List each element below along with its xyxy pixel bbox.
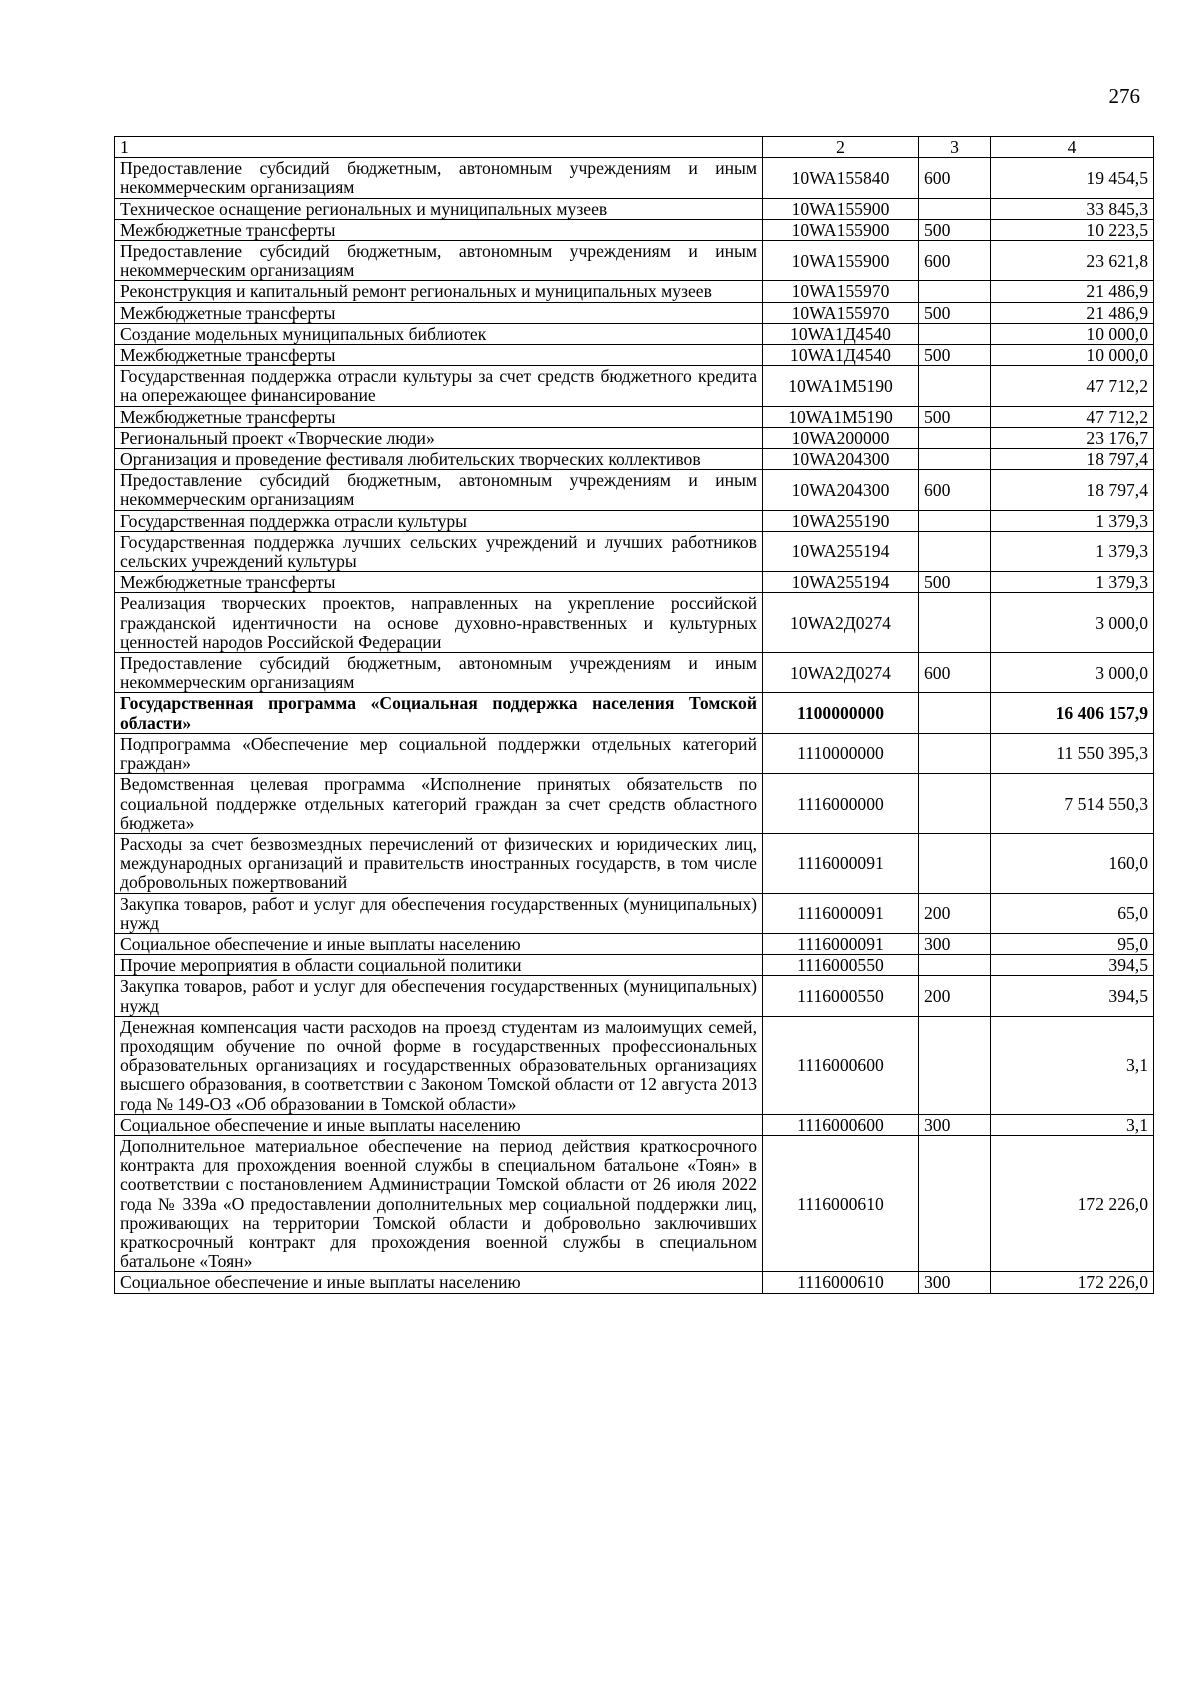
row-code-cell: 10WA155900	[763, 219, 919, 240]
row-type-cell	[919, 427, 991, 448]
row-name-cell: Прочие мероприятия в области социальной политики	[115, 955, 763, 976]
table-row	[115, 158, 1154, 198]
row-type-cell: 600	[919, 470, 991, 510]
table-row	[115, 593, 1154, 653]
row-type-cell	[919, 531, 991, 571]
table-row	[115, 302, 1154, 323]
row-name-cell: Дополнительное материальное обеспечение на период действия краткосрочного контракта для прохождения военной службы в специальном батальоне «Тоян» в соответствии с постановлением Администрации Томской области от 26 июля 2022 года № 339а «О предоставлении дополнительных мер социальной поддержки лиц, проживающих на территории Томской области и добровольно заключивших краткосрочный контракт для прохождения военной службы в специальном батальоне «Тоян»	[115, 1135, 763, 1271]
table-row	[115, 531, 1154, 571]
table-row	[115, 976, 1154, 1016]
row-amount-cell: 10 000,0	[991, 323, 1154, 344]
table-row	[115, 572, 1154, 593]
row-amount-cell: 1 379,3	[991, 572, 1154, 593]
row-name-cell: Межбюджетные трансферты	[115, 219, 763, 240]
row-code-cell: 1116000550	[763, 955, 919, 976]
page-number: 276	[1108, 84, 1140, 108]
row-type-cell	[919, 774, 991, 834]
row-type-cell	[919, 955, 991, 976]
row-type-cell: 500	[919, 219, 991, 240]
row-type-cell: 600	[919, 241, 991, 281]
row-code-cell: 10WA255194	[763, 531, 919, 571]
row-amount-cell: 3 000,0	[991, 593, 1154, 653]
row-name-cell: Расходы за счет безвозмездных перечислений от физических и юридических лиц, международных организаций и правительств иностранных государств, в том числе добровольных пожертвований	[115, 833, 763, 893]
table-row	[115, 833, 1154, 893]
row-amount-cell: 23 621,8	[991, 241, 1154, 281]
row-amount-cell: 10 223,5	[991, 219, 1154, 240]
table-row	[115, 893, 1154, 933]
row-amount-cell: 19 454,5	[991, 158, 1154, 198]
row-amount-cell: 16 406 157,9	[991, 693, 1154, 733]
row-name-cell: Межбюджетные трансферты	[115, 572, 763, 593]
table-row	[115, 955, 1154, 976]
row-type-cell	[919, 833, 991, 893]
row-code-cell: 10WA255190	[763, 510, 919, 531]
row-amount-cell: 3,1	[991, 1114, 1154, 1135]
row-amount-cell: 47 712,2	[991, 366, 1154, 406]
row-amount-cell: 95,0	[991, 933, 1154, 954]
row-type-cell	[919, 323, 991, 344]
row-code-cell: 10WA1M5190	[763, 366, 919, 406]
row-name-cell: Межбюджетные трансферты	[115, 406, 763, 427]
table-row	[115, 933, 1154, 954]
row-name-cell: Межбюджетные трансферты	[115, 302, 763, 323]
table-row	[115, 449, 1154, 470]
row-code-cell: 1116000000	[763, 774, 919, 834]
row-code-cell: 1116000091	[763, 893, 919, 933]
row-code-cell: 10WA155840	[763, 158, 919, 198]
table-row	[115, 510, 1154, 531]
table-row	[115, 219, 1154, 240]
row-amount-cell: 394,5	[991, 976, 1154, 1016]
row-type-cell	[919, 366, 991, 406]
row-name-cell: Реконструкция и капитальный ремонт региональных и муниципальных музеев	[115, 281, 763, 302]
row-name-cell: Реализация творческих проектов, направленных на укрепление российской гражданской идентичности на основе духовно-нравственных и культурных ценностей народов Российской Федерации	[115, 593, 763, 653]
table-row	[115, 1272, 1154, 1293]
row-type-cell: 600	[919, 653, 991, 693]
row-code-cell: 10WA155970	[763, 302, 919, 323]
table-row	[115, 281, 1154, 302]
row-code-cell: 1116000600	[763, 1016, 919, 1114]
row-code-cell: 1116000610	[763, 1272, 919, 1293]
row-type-cell: 200	[919, 976, 991, 1016]
row-name-cell: Предоставление субсидий бюджетным, автономным учреждениям и иным некоммерческим организациям	[115, 158, 763, 198]
row-type-cell: 300	[919, 933, 991, 954]
table-row	[115, 366, 1154, 406]
row-name-cell: Закупка товаров, работ и услуг для обеспечения государственных (муниципальных) нужд	[115, 893, 763, 933]
row-name-cell: Предоставление субсидий бюджетным, автономным учреждениям и иным некоммерческим организациям	[115, 653, 763, 693]
table-row	[115, 345, 1154, 366]
row-amount-cell: 23 176,7	[991, 427, 1154, 448]
row-name-cell: Межбюджетные трансферты	[115, 345, 763, 366]
row-name-cell: Организация и проведение фестиваля любительских творческих коллективов	[115, 449, 763, 470]
row-name-cell: Закупка товаров, работ и услуг для обеспечения государственных (муниципальных) нужд	[115, 976, 763, 1016]
header-col-4: 4	[991, 137, 1154, 158]
row-type-cell	[919, 593, 991, 653]
row-type-cell	[919, 449, 991, 470]
row-name-cell: Государственная поддержка отрасли культуры	[115, 510, 763, 531]
row-amount-cell: 7 514 550,3	[991, 774, 1154, 834]
row-code-cell: 10WA155900	[763, 198, 919, 219]
row-amount-cell: 18 797,4	[991, 449, 1154, 470]
row-amount-cell: 33 845,3	[991, 198, 1154, 219]
row-name-cell: Социальное обеспечение и иные выплаты населению	[115, 1272, 763, 1293]
row-type-cell	[919, 1135, 991, 1271]
row-type-cell: 500	[919, 302, 991, 323]
table-body	[115, 158, 1154, 1293]
row-code-cell: 1110000000	[763, 733, 919, 773]
row-code-cell: 10WA2Д0274	[763, 653, 919, 693]
row-code-cell: 1100000000	[763, 693, 919, 733]
row-amount-cell: 18 797,4	[991, 470, 1154, 510]
table-row	[115, 774, 1154, 834]
row-code-cell: 10WA155970	[763, 281, 919, 302]
row-type-cell: 300	[919, 1272, 991, 1293]
row-type-cell	[919, 733, 991, 773]
row-name-cell: Подпрограмма «Обеспечение мер социальной поддержки отдельных категорий граждан»	[115, 733, 763, 773]
row-type-cell: 500	[919, 345, 991, 366]
row-name-cell: Социальное обеспечение и иные выплаты населению	[115, 1114, 763, 1135]
row-type-cell: 500	[919, 406, 991, 427]
row-name-cell: Региональный проект «Творческие люди»	[115, 427, 763, 448]
row-code-cell: 1116000610	[763, 1135, 919, 1271]
table-row	[115, 1135, 1154, 1271]
row-amount-cell: 394,5	[991, 955, 1154, 976]
row-amount-cell: 10 000,0	[991, 345, 1154, 366]
table-row	[115, 241, 1154, 281]
table-row	[115, 653, 1154, 693]
row-name-cell: Государственная поддержка отрасли культуры за счет средств бюджетного кредита на опережающее финансирование	[115, 366, 763, 406]
row-code-cell: 10WA155900	[763, 241, 919, 281]
table-row	[115, 198, 1154, 219]
row-type-cell	[919, 281, 991, 302]
table-row	[115, 427, 1154, 448]
table-row	[115, 406, 1154, 427]
row-name-cell: Государственная программа «Социальная поддержка населения Томской области»	[115, 693, 763, 733]
row-type-cell	[919, 1016, 991, 1114]
row-amount-cell: 11 550 395,3	[991, 733, 1154, 773]
row-type-cell: 600	[919, 158, 991, 198]
row-type-cell	[919, 693, 991, 733]
row-type-cell	[919, 510, 991, 531]
row-code-cell: 10WA1Д4540	[763, 323, 919, 344]
row-amount-cell: 1 379,3	[991, 531, 1154, 571]
table-row	[115, 1114, 1154, 1135]
row-name-cell: Денежная компенсация части расходов на проезд студентам из малоимущих семей, проходящим обучение по очной форме в государственных профессиональных образовательных организациях и государственных образовательных организациях высшего образования, в соответствии с Законом Томской области от 12 августа 2013 года № 149-ОЗ «Об образовании в Томской области»	[115, 1016, 763, 1114]
table-row	[115, 470, 1154, 510]
row-code-cell: 10WA200000	[763, 427, 919, 448]
table-header-row	[115, 137, 1154, 158]
row-code-cell: 10WA255194	[763, 572, 919, 593]
table-row	[115, 693, 1154, 733]
row-name-cell: Ведомственная целевая программа «Исполнение принятых обязательств по социальной поддержке отдельных категорий граждан за счет средств областного бюджета»	[115, 774, 763, 834]
row-amount-cell: 21 486,9	[991, 281, 1154, 302]
row-name-cell: Государственная поддержка лучших сельских учреждений и лучших работников сельских учреждений культуры	[115, 531, 763, 571]
row-amount-cell: 65,0	[991, 893, 1154, 933]
row-code-cell: 1116000091	[763, 933, 919, 954]
row-name-cell: Техническое оснащение региональных и муниципальных музеев	[115, 198, 763, 219]
budget-table	[114, 136, 1154, 1294]
row-code-cell: 10WA1Д4540	[763, 345, 919, 366]
row-amount-cell: 172 226,0	[991, 1135, 1154, 1271]
table-row	[115, 1016, 1154, 1114]
row-amount-cell: 3,1	[991, 1016, 1154, 1114]
row-type-cell: 500	[919, 572, 991, 593]
row-code-cell: 1116000091	[763, 833, 919, 893]
header-col-2: 2	[763, 137, 919, 158]
row-code-cell: 10WA204300	[763, 449, 919, 470]
header-col-1: 1	[115, 137, 763, 158]
table-row	[115, 323, 1154, 344]
row-code-cell: 10WA2Д0274	[763, 593, 919, 653]
row-code-cell: 1116000550	[763, 976, 919, 1016]
row-amount-cell: 21 486,9	[991, 302, 1154, 323]
row-amount-cell: 47 712,2	[991, 406, 1154, 427]
row-name-cell: Создание модельных муниципальных библиотек	[115, 323, 763, 344]
row-code-cell: 10WA1M5190	[763, 406, 919, 427]
row-amount-cell: 3 000,0	[991, 653, 1154, 693]
row-amount-cell: 160,0	[991, 833, 1154, 893]
row-amount-cell: 172 226,0	[991, 1272, 1154, 1293]
row-code-cell: 10WA204300	[763, 470, 919, 510]
row-type-cell: 300	[919, 1114, 991, 1135]
row-type-cell	[919, 198, 991, 219]
row-type-cell: 200	[919, 893, 991, 933]
header-col-3: 3	[919, 137, 991, 158]
row-name-cell: Предоставление субсидий бюджетным, автономным учреждениям и иным некоммерческим организациям	[115, 241, 763, 281]
row-name-cell: Социальное обеспечение и иные выплаты населению	[115, 933, 763, 954]
row-code-cell: 1116000600	[763, 1114, 919, 1135]
row-name-cell: Предоставление субсидий бюджетным, автономным учреждениям и иным некоммерческим организациям	[115, 470, 763, 510]
row-amount-cell: 1 379,3	[991, 510, 1154, 531]
table-row	[115, 733, 1154, 773]
